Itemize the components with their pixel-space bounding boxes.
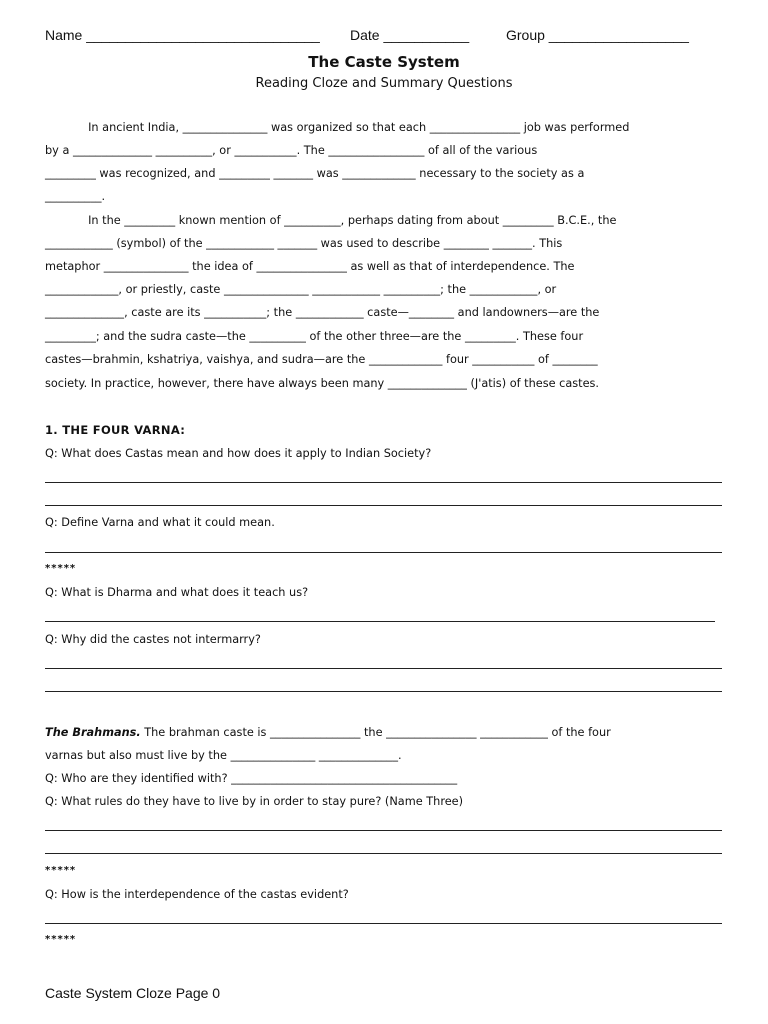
answer-line[interactable] [45,830,722,831]
question: Q: Define Varna and what it could mean. [45,516,275,529]
question: Q: How is the interdependence of the castas evident? [45,888,349,901]
paragraph2-line: society. In practice, however, there have always been many ______________ (J'atis) of these castes. [45,377,600,390]
paragraph2-line: _____________, or priestly, caste _______________ ____________ __________; the ____________, or [45,283,557,296]
answer-line[interactable] [45,621,715,622]
page-footer: Caste System Cloze Page 0 [45,985,221,1001]
separator-stars: ***** [45,934,77,945]
separator-stars: ***** [45,865,77,876]
paragraph1-line: __________. [45,190,106,203]
name-field: Name ______________________________ [45,27,320,43]
brahmans-line [45,726,611,739]
paragraph2-line: castes—brahmin, kshatriya, vaishya, and sudra—are the _____________ four ___________ of ________ [45,353,598,366]
question: Q: Why did the castes not intermarry? [45,633,261,646]
paragraph1-line: by a ______________ __________, or ___________. The _________________ of all of the various [45,144,538,157]
answer-line[interactable] [45,923,722,924]
question: Q: What is Dharma and what does it teach us? [45,586,309,599]
paragraph2-line: ____________ (symbol) of the ____________ _______ was used to describe ________ _______. This [45,237,563,250]
answer-line[interactable] [45,853,722,854]
answer-line[interactable] [45,552,722,553]
answer-line[interactable] [45,505,722,506]
answer-line[interactable] [45,691,722,692]
paragraph2-line: In the _________ known mention of __________, perhaps dating from about _________ B.C.E., the [45,214,617,227]
section-heading-four-varna: 1. THE FOUR VARNA: [45,423,186,437]
page-subtitle: Reading Cloze and Summary Questions [255,76,513,91]
brahmans-heading: The Brahmans. [45,726,141,739]
group-field: Group __________________ [506,27,689,43]
paragraph1-line: In ancient India, _______________ was organized so that each ________________ job was performed [45,121,630,134]
paragraph2-line: _________; and the sudra caste—the __________ of the other three—are the _________. These four [45,330,584,343]
separator-stars: ***** [45,563,77,574]
paragraph2-line: metaphor _______________ the idea of ________________ as well as that of interdependence. The [45,260,575,273]
question: Q: Who are they identified with? ________________________________________ [45,772,458,785]
brahmans-line: varnas but also must live by the _______________ ______________. [45,749,402,762]
paragraph1-line: _________ was recognized, and _________ _______ was _____________ necessary to the society as a [45,167,585,180]
date-field: Date ___________ [350,27,470,43]
answer-line[interactable] [45,482,722,483]
answer-line[interactable] [45,668,722,669]
page-title: The Caste System [308,53,460,71]
question: Q: What rules do they have to live by in order to stay pure? (Name Three) [45,795,464,808]
question: Q: What does Castas mean and how does it apply to Indian Society? [45,447,432,460]
brahmans-text: The brahman caste is ________________ the ________________ ____________ of the four [140,726,611,739]
paragraph2-line: ______________, caste are its ___________; the ____________ caste—________ and landowners—are the [45,306,600,319]
